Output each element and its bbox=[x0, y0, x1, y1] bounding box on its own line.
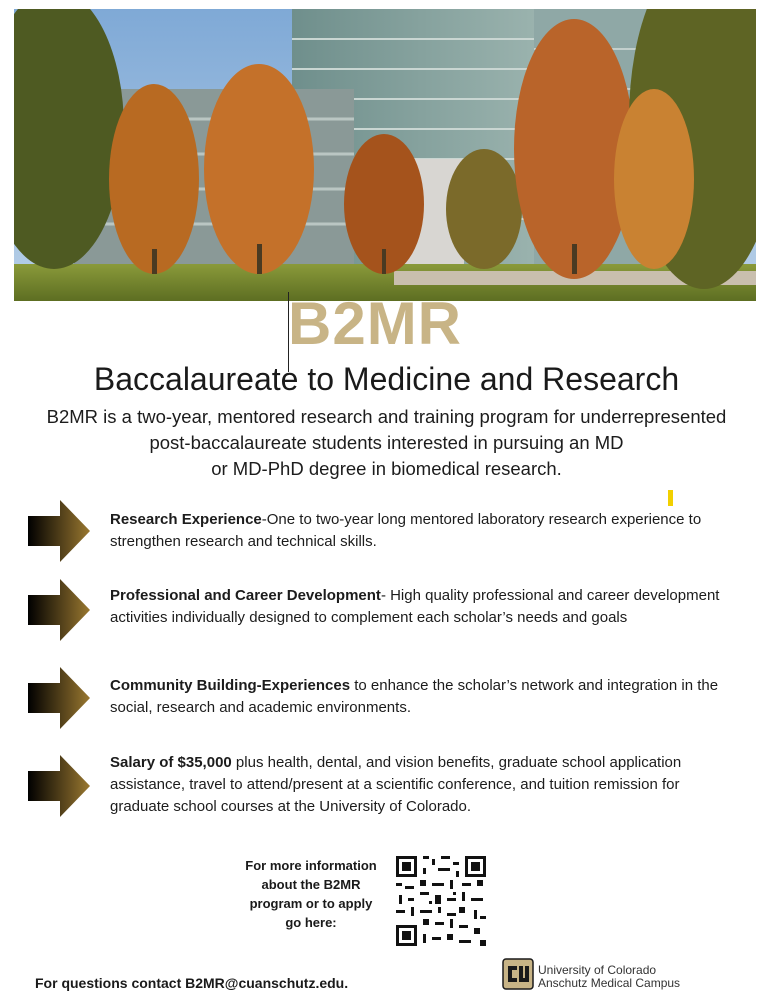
qr-code[interactable] bbox=[396, 856, 486, 946]
highlight-mark bbox=[668, 490, 673, 506]
arrow-right-icon bbox=[28, 667, 92, 729]
feature-text bbox=[110, 752, 740, 818]
contact-text: For questions contact B2MR@cuanschutz.edu. bbox=[35, 975, 349, 991]
feature-text bbox=[110, 509, 740, 553]
arrow-right-icon bbox=[28, 579, 92, 641]
feature-title: Professional and Career Development bbox=[110, 587, 381, 604]
feature-description: -One to two-year long mentored laboratory research experience to strengthen research and technical skills. bbox=[110, 511, 702, 550]
feature-title: Salary of $35,000 bbox=[110, 754, 232, 771]
cu-logo-icon bbox=[502, 958, 534, 990]
campus-photo bbox=[14, 9, 756, 301]
brand-title: B2MR bbox=[288, 290, 463, 357]
feature-title: Community Building-Experiences bbox=[110, 677, 351, 694]
feature-text bbox=[110, 585, 740, 629]
logo-line: Anschutz Medical Campus bbox=[538, 976, 681, 990]
intro-line: post-baccalaureate students interested in pursuing an MD bbox=[149, 432, 624, 453]
cu-logo-text bbox=[538, 964, 680, 990]
more-info-line: program or to apply bbox=[249, 896, 373, 911]
more-info-line: For more information bbox=[245, 858, 377, 873]
more-info-line: go here: bbox=[285, 915, 337, 930]
intro-line: B2MR is a two-year, mentored research and training program for underrepresented bbox=[46, 406, 727, 427]
arrow-right-icon bbox=[28, 755, 92, 817]
feature-description: to enhance the scholar’s network and integration in the social, research and academic environments. bbox=[110, 677, 719, 716]
intro-line: or MD-PhD degree in biomedical research. bbox=[211, 458, 562, 479]
more-info-text bbox=[236, 856, 386, 932]
arrow-right-icon bbox=[28, 500, 92, 562]
page-headline: Baccalaureate to Medicine and Research bbox=[93, 361, 680, 397]
feature-text bbox=[110, 675, 740, 719]
feature-description: plus health, dental, and vision benefits, graduate school application assistance, travel to attend/present at a scientific conference, and tuition remission for graduate school courses at the University of Colorado. bbox=[110, 754, 682, 815]
more-info-line: about the B2MR bbox=[261, 877, 361, 892]
feature-title: Research Experience bbox=[110, 511, 262, 528]
logo-line: University of Colorado bbox=[538, 963, 657, 977]
intro-paragraph bbox=[30, 404, 743, 482]
feature-description: - High quality professional and career development activities individually designed to complement each scholar’s needs and goals bbox=[110, 587, 720, 626]
